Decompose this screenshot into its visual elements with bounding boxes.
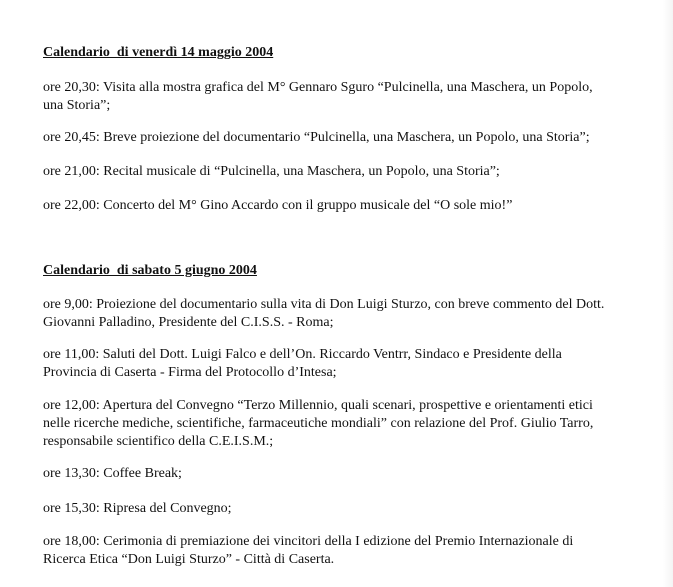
schedule-item-line: ore 9,00: Proiezione del documentario sulla vita di Don Luigi Sturzo, con breve commento del Dott.: [43, 297, 605, 312]
schedule-item-line: nelle ricerche mediche, scientifiche, farmaceutiche mondiali” con relazione del Prof. Giulio Tarro,: [43, 416, 594, 431]
schedule-item-sat-1530: [43, 500, 658, 518]
schedule-item-fri-2100: [43, 163, 658, 181]
schedule-item-sat-1200: [43, 397, 658, 451]
schedule-item-line: ore 22,00: Concerto del M° Gino Accardo con il gruppo musicale del “O sole mio!”: [43, 198, 513, 213]
schedule-item-line: ore 20,45: Breve proiezione del documentario “Pulcinella, una Maschera, un Popolo, una Storia”;: [43, 130, 590, 145]
schedule-item-fri-2045: [43, 129, 658, 147]
schedule-item-line: responsabile scientifico della C.E.I.S.M.;: [43, 434, 274, 449]
schedule-item-line: ore 20,30: Visita alla mostra grafica del M° Gennaro Sguro “Pulcinella, una Maschera, un Popolo,: [43, 80, 593, 95]
schedule-item-line: Provincia di Caserta - Firma del Protocollo d’Intesa;: [43, 365, 337, 380]
schedule-item-fri-2200: [43, 197, 658, 215]
schedule-item-sat-1100: [43, 346, 658, 382]
schedule-item-line: Ricerca Etica “Don Luigi Sturzo” - Città di Caserta.: [43, 552, 335, 567]
schedule-item-line: ore 12,00: Apertura del Convegno “Terzo Millennio, quali scenari, prospettive e orientamenti etici: [43, 398, 593, 413]
section-heading-saturday: Calendario di sabato 5 giugno 2004: [43, 263, 257, 278]
schedule-item-line: ore 15,30: Ripresa del Convegno;: [43, 501, 232, 516]
schedule-item-sat-1800: [43, 533, 658, 569]
schedule-item-line: Giovanni Palladino, Presidente del C.I.S.S. - Roma;: [43, 315, 334, 330]
schedule-item-line: ore 11,00: Saluti del Dott. Luigi Falco e dell’On. Riccardo Ventrr, Sindaco e Presidente della: [43, 347, 562, 362]
schedule-item-line: una Storia”;: [43, 98, 111, 113]
schedule-item-line: ore 13,30: Coffee Break;: [43, 466, 182, 481]
schedule-item-line: ore 18,00: Cerimonia di premiazione dei vincitori della I edizione del Premio Internazionale di: [43, 534, 574, 549]
schedule-item-line: ore 21,00: Recital musicale di “Pulcinella, una Maschera, un Popolo, una Storia”;: [43, 164, 500, 179]
schedule-item-sat-0900: [43, 296, 658, 332]
section-heading-friday: Calendario di venerdì 14 maggio 2004: [43, 45, 274, 60]
scan-edge: [663, 0, 673, 587]
schedule-item-sat-1330: [43, 465, 658, 483]
schedule-item-fri-2030: [43, 79, 658, 115]
